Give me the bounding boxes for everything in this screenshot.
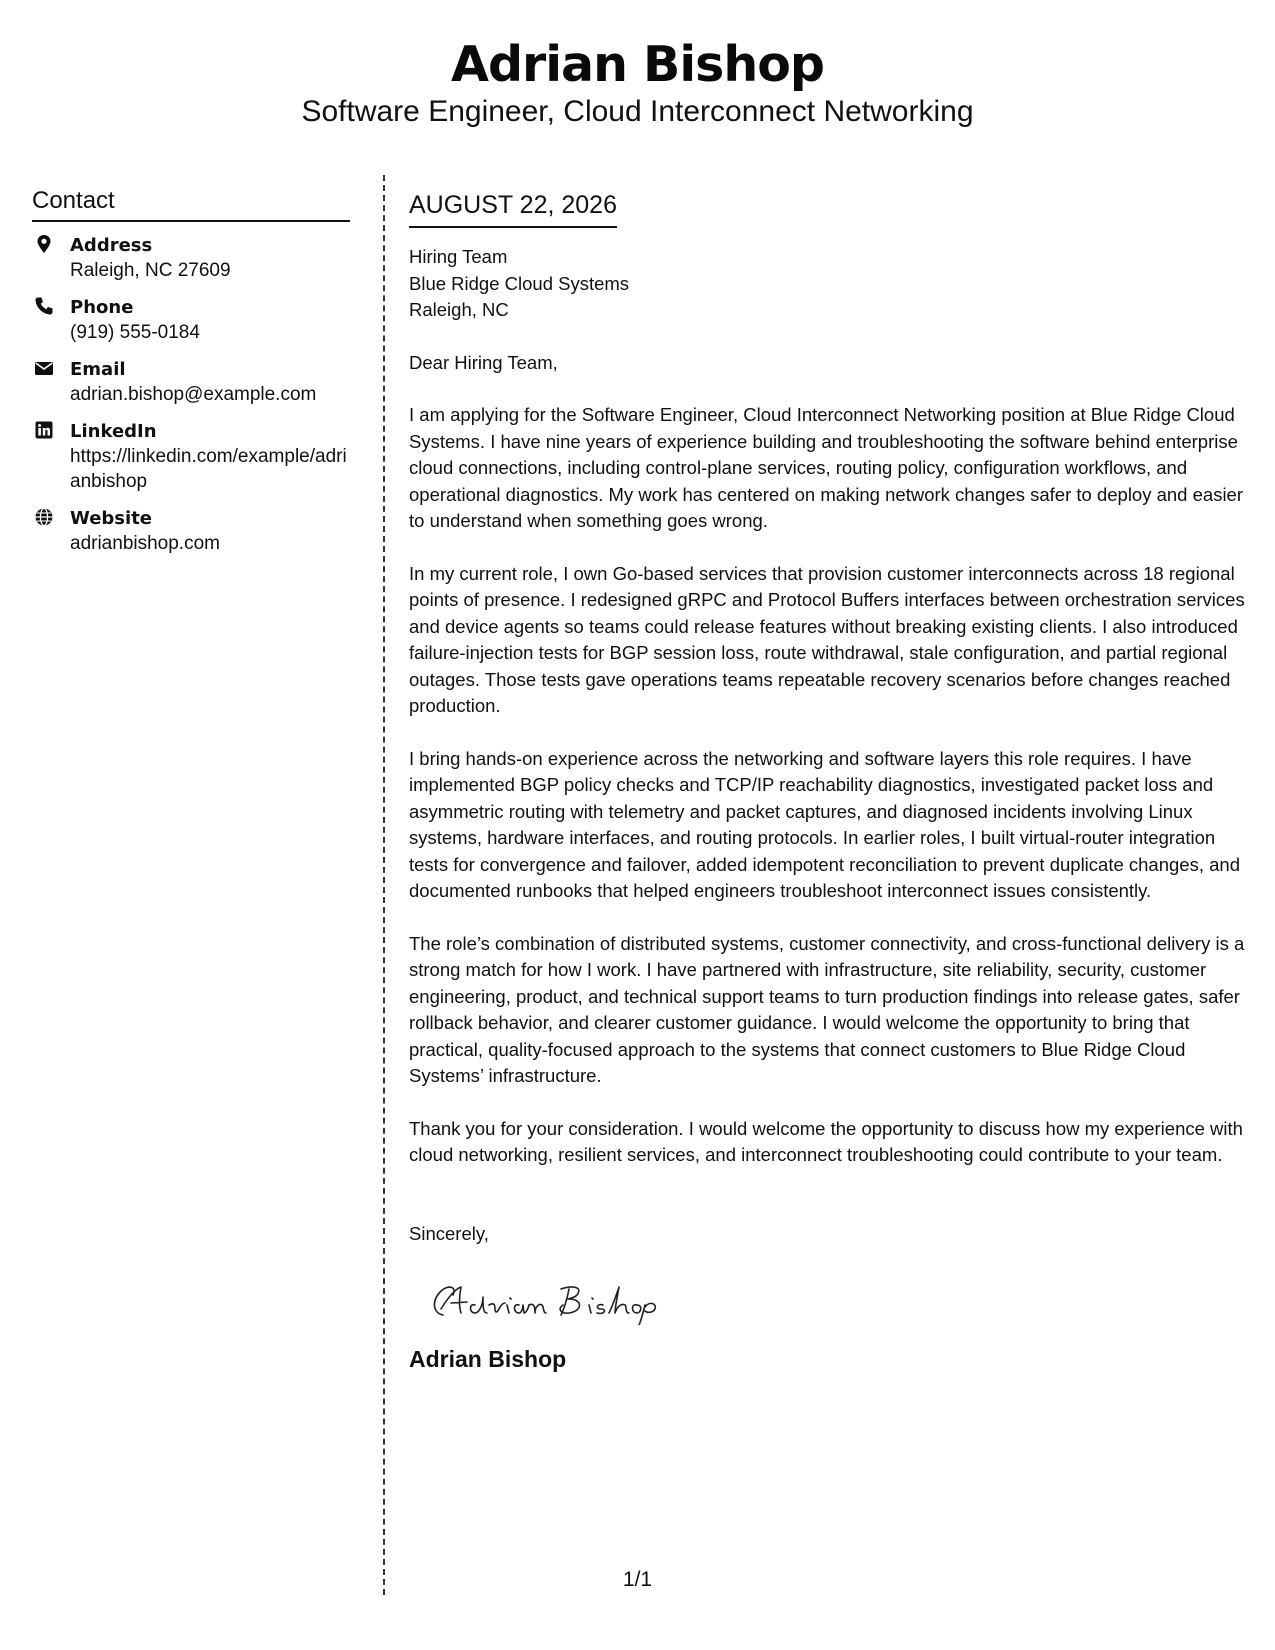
contact-label: Phone bbox=[70, 297, 134, 318]
contact-sidebar bbox=[32, 186, 350, 569]
letter-date: AUGUST 22, 2026 bbox=[409, 190, 617, 228]
phone-icon bbox=[34, 296, 54, 316]
contact-value: adrian.bishop@example.com bbox=[70, 384, 317, 405]
contact-label: Address bbox=[70, 235, 153, 256]
contact-label: Email bbox=[70, 359, 126, 380]
body-paragraph: I bring hands-on experience across the networking and software layers this role requires. I have implemented BGP policy checks and TCP/IP reachability diagnostics, investigated packet loss and asymmetric routing with telemetry and packet captures, and diagnosed incidents involving Linux systems, hardware interfaces, and routing protocols. In earlier roles, I built virtual-router integration tests for convergence and failover, added idempotent reconciliation to prevent duplicate changes, and documented runbooks that helped engineers troubleshoot interconnect issues consistently. bbox=[409, 747, 1240, 901]
letter-header bbox=[0, 36, 1275, 130]
contact-item-linkedin bbox=[32, 420, 350, 494]
map-pin-icon bbox=[34, 234, 54, 254]
applicant-name: Adrian Bishop bbox=[451, 36, 824, 93]
contact-value: Raleigh, NC 27609 bbox=[70, 260, 231, 281]
salutation: Dear Hiring Team, bbox=[409, 351, 558, 373]
body-paragraph: The role’s combination of distributed systems, customer connectivity, and cross-functional delivery is a strong match for how I work. I have partnered with infrastructure, site reliability, security, customer engineering, product, and technical support teams to turn production findings into release gates, safer rollback behavior, and clearer customer guidance. I would welcome the opportunity to bring that practical, quality-focused approach to the systems that connect customers to Blue Ridge Cloud Systems’ infrastructure. bbox=[409, 932, 1245, 1086]
page-number: 1/1 bbox=[622, 1568, 653, 1591]
contact-label: Website bbox=[70, 508, 153, 529]
column-divider bbox=[383, 175, 385, 1595]
contact-item-address bbox=[32, 234, 350, 283]
letter-body bbox=[409, 190, 1249, 1373]
contact-item-website bbox=[32, 507, 350, 556]
linkedin-icon bbox=[34, 420, 54, 440]
recipient-line: Blue Ridge Cloud Systems bbox=[409, 272, 630, 294]
recipient-line: Raleigh, NC bbox=[409, 299, 509, 320]
contact-heading: Contact bbox=[32, 186, 350, 222]
body-paragraph: I am applying for the Software Engineer, Cloud Interconnect Networking position at Blue Ridge Cloud Systems. I have nine years of experience building and troubleshooting the software behind enterprise cloud connections, including control-plane services, routing policy, configuration workflows, and operational diagnostics. My work has centered on making network changes safer to deploy and easier to understand when something goes wrong. bbox=[409, 404, 1243, 531]
closing: Sincerely, bbox=[409, 1222, 489, 1244]
contact-item-phone bbox=[32, 296, 350, 345]
globe-icon bbox=[34, 507, 54, 527]
contact-value: https://linkedin.com/example/adrianbishop bbox=[70, 446, 347, 492]
body-paragraph: In my current role, I own Go-based services that provision customer interconnects across 18 regional points of presence. I redesigned gRPC and Protocol Buffers interfaces between orchestration services and device agents so teams could release features without breaking existing clients. I also introduced failure-injection tests for BGP session loss, route withdrawal, stale configuration, and partial regional outages. Those tests gave operations teams repeatable recovery scenarios before changes reached production. bbox=[409, 562, 1245, 716]
contact-value: adrianbishop.com bbox=[70, 533, 220, 554]
job-title: Software Engineer, Cloud Interconnect Networking bbox=[301, 95, 974, 128]
handwritten-signature bbox=[423, 1275, 663, 1325]
contact-value: (919) 555-0184 bbox=[70, 322, 200, 343]
recipient-line: Hiring Team bbox=[409, 246, 508, 267]
recipient-block bbox=[409, 244, 1249, 324]
envelope-icon bbox=[34, 358, 54, 378]
signer-name: Adrian Bishop bbox=[409, 1346, 567, 1372]
contact-label: LinkedIn bbox=[70, 421, 157, 442]
contact-item-email bbox=[32, 358, 350, 407]
body-paragraph: Thank you for your consideration. I would welcome the opportunity to discuss how my experience with cloud networking, resilient services, and interconnect troubleshooting could contribute to your team. bbox=[409, 1117, 1243, 1165]
